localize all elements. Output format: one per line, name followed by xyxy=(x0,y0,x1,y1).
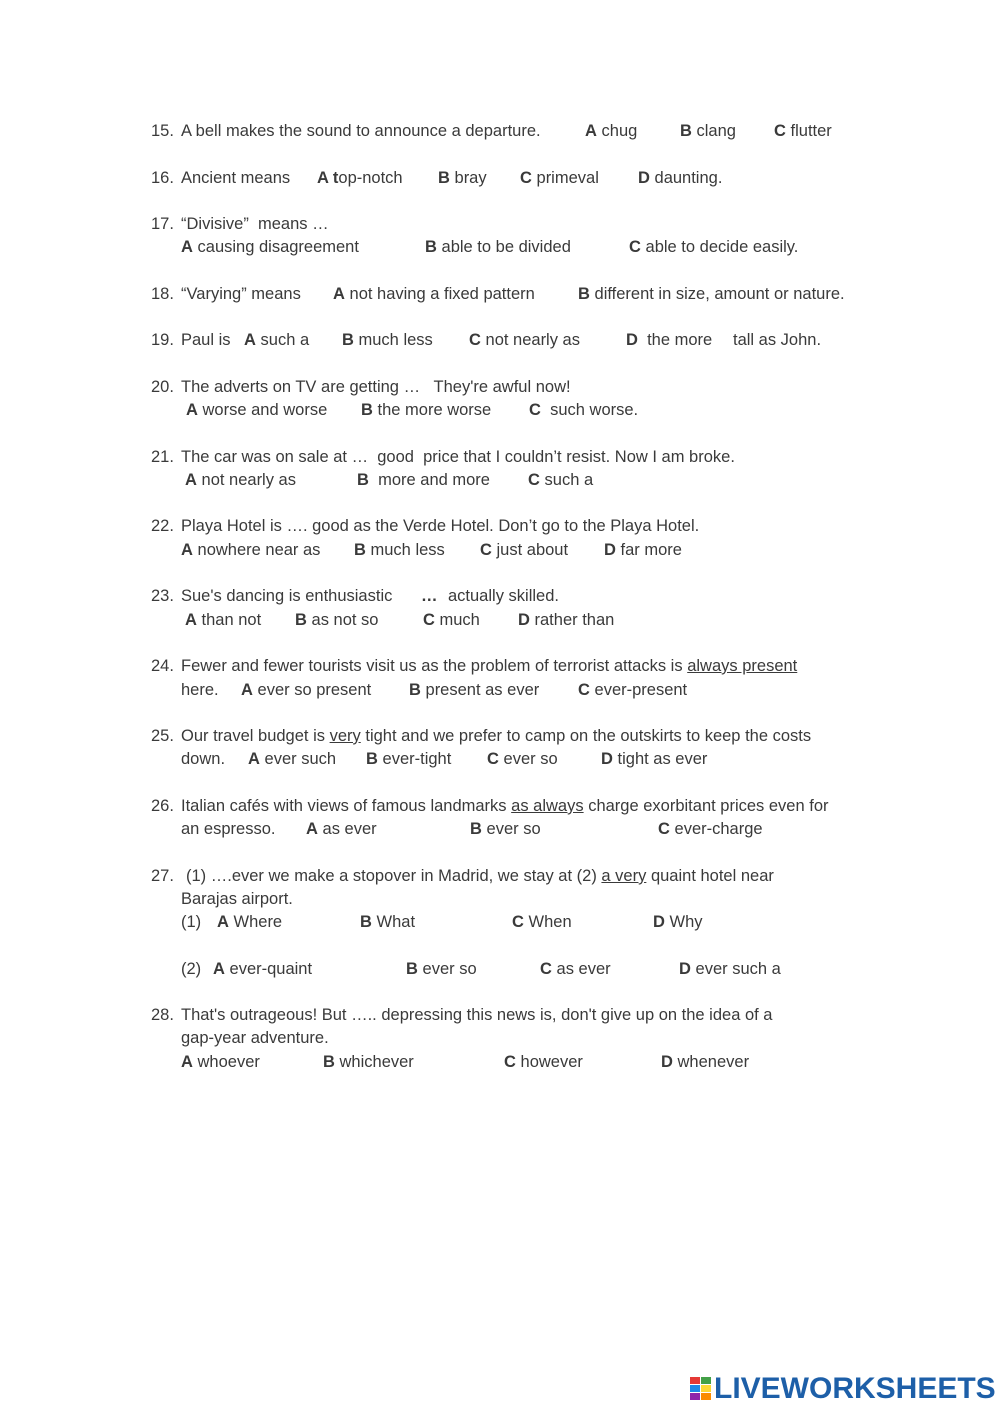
option-a[interactable]: A as ever xyxy=(306,820,377,838)
option-c[interactable]: C as ever xyxy=(540,960,611,978)
option-b[interactable]: B much less xyxy=(342,331,433,349)
question-text-cont: an espresso. xyxy=(181,820,276,838)
question-text-cont: down. xyxy=(181,750,226,768)
question-number: 21. xyxy=(151,448,174,466)
option-c[interactable]: C ever-charge xyxy=(658,820,763,838)
question-number: 15. xyxy=(151,122,174,140)
question-text: actually skilled. xyxy=(448,587,559,605)
question-number: 25. xyxy=(151,727,174,745)
option-a[interactable]: A ever-quaint xyxy=(213,960,313,978)
question-text: Italian cafés with views of famous landmarks as always charge exorbitant prices even for xyxy=(181,797,829,815)
option-a[interactable]: A than not xyxy=(185,611,262,629)
option-c[interactable]: C When xyxy=(512,913,572,931)
option-c[interactable]: C not nearly as xyxy=(469,331,580,349)
option-b[interactable]: B whichever xyxy=(323,1053,414,1071)
question-15 xyxy=(181,120,541,143)
option-a[interactable]: A causing disagreement xyxy=(181,238,359,256)
question-text: The adverts on TV are getting … They're awful now! xyxy=(181,378,571,396)
underlined-phrase: as always xyxy=(511,797,584,815)
option-d[interactable]: D the more xyxy=(626,331,713,349)
question-number: 28. xyxy=(151,1006,174,1024)
answer-blank[interactable]: … xyxy=(421,587,438,605)
option-c[interactable]: C such worse. xyxy=(529,401,639,419)
option-b[interactable]: B bray xyxy=(438,169,487,187)
question-text: Paul is xyxy=(181,331,231,349)
option-d[interactable]: D Why xyxy=(653,913,703,931)
question-text: Our travel budget is very tight and we prefer to camp on the outskirts to keep the costs xyxy=(181,727,812,745)
part-label: (1) xyxy=(181,913,202,931)
underlined-phrase: a very xyxy=(601,867,647,885)
option-a[interactable]: A not having a fixed pattern xyxy=(333,285,535,303)
option-b[interactable]: B ever so xyxy=(470,820,541,838)
option-c[interactable]: C such a xyxy=(528,471,594,489)
question-text: A bell makes the sound to announce a departure. xyxy=(181,122,541,140)
option-b[interactable]: B much less xyxy=(354,541,445,559)
option-a[interactable]: A whoever xyxy=(181,1053,260,1071)
option-d[interactable]: D rather than xyxy=(518,611,615,629)
question-number: 20. xyxy=(151,378,174,396)
option-b[interactable]: B ever so xyxy=(406,960,477,978)
option-a[interactable]: A such a xyxy=(244,331,310,349)
option-b[interactable]: B clang xyxy=(680,122,736,140)
option-d[interactable]: D whenever xyxy=(661,1053,750,1071)
option-b[interactable]: B What xyxy=(360,913,416,931)
underlined-phrase: very xyxy=(329,727,361,745)
option-a[interactable]: A chug xyxy=(585,122,638,140)
question-number: 19. xyxy=(151,331,174,349)
option-b[interactable]: B more and more xyxy=(357,471,490,489)
option-d[interactable]: D daunting. xyxy=(638,169,723,187)
question-number: 17. xyxy=(151,215,174,233)
option-b[interactable]: B different in size, amount or nature. xyxy=(578,285,845,303)
option-d[interactable]: D tight as ever xyxy=(601,750,708,768)
option-a[interactable]: A ever such xyxy=(248,750,337,768)
logo-blocks-icon xyxy=(690,1377,711,1400)
question-text: The car was on sale at … good price that I couldn’t resist. Now I am broke. xyxy=(181,448,735,466)
option-d[interactable]: D ever such a xyxy=(679,960,781,978)
question-text: “Varying” means xyxy=(181,285,301,303)
option-b[interactable]: B as not so xyxy=(295,611,379,629)
option-b[interactable]: B ever-tight xyxy=(366,750,452,768)
question-number: 26. xyxy=(151,797,174,815)
option-c[interactable]: C ever so xyxy=(487,750,558,768)
question-text: (1) ….ever we make a stopover in Madrid, we stay at (2) a very quaint hotel near xyxy=(186,867,774,885)
question-text: “Divisive” means … xyxy=(181,215,329,233)
option-a[interactable]: A Where xyxy=(217,913,283,931)
option-c[interactable]: C flutter xyxy=(774,122,832,140)
option-a[interactable]: A ever so present xyxy=(241,681,372,699)
option-c[interactable]: C much xyxy=(423,611,480,629)
question-text: Ancient means xyxy=(181,169,291,187)
question-number: 24. xyxy=(151,657,174,675)
question-text-tail: tall as John. xyxy=(733,331,822,349)
option-c[interactable]: C just about xyxy=(480,541,569,559)
option-b[interactable]: B able to be divided xyxy=(425,238,571,256)
option-a[interactable]: A top-notch xyxy=(317,169,403,187)
question-text: Sue's dancing is enthusiastic xyxy=(181,587,393,605)
option-d[interactable]: D far more xyxy=(604,541,682,559)
option-a[interactable]: A nowhere near as xyxy=(181,541,321,559)
question-text: That's outrageous! But ….. depressing this news is, don't give up on the idea of a xyxy=(181,1006,773,1024)
liveworksheets-logo xyxy=(690,1372,996,1404)
question-text: Fewer and fewer tourists visit us as the problem of terrorist attacks is always present xyxy=(181,657,798,675)
option-c[interactable]: C primeval xyxy=(520,169,599,187)
question-number: 23. xyxy=(151,587,174,605)
question-text-cont: here. xyxy=(181,681,219,699)
option-c[interactable]: C able to decide easily. xyxy=(629,238,799,256)
part-label: (2) xyxy=(181,960,202,978)
question-number: 27. xyxy=(151,867,174,885)
question-text-cont: gap-year adventure. xyxy=(181,1029,329,1047)
question-text: Playa Hotel is …. good as the Verde Hotel. Don’t go to the Playa Hotel. xyxy=(181,517,700,535)
question-number: 18. xyxy=(151,285,174,303)
question-number: 22. xyxy=(151,517,174,535)
question-number: 16. xyxy=(151,169,174,187)
option-c[interactable]: C ever-present xyxy=(578,681,688,699)
option-a[interactable]: A not nearly as xyxy=(185,471,296,489)
option-c[interactable]: C however xyxy=(504,1053,583,1071)
question-text-cont: Barajas airport. xyxy=(181,890,293,908)
option-b[interactable]: B the more worse xyxy=(361,401,492,419)
underlined-phrase: always present xyxy=(687,657,798,675)
option-a[interactable]: A worse and worse xyxy=(186,401,328,419)
logo-text: LIVEWORKSHEETS xyxy=(714,1371,996,1405)
option-b[interactable]: B present as ever xyxy=(409,681,540,699)
